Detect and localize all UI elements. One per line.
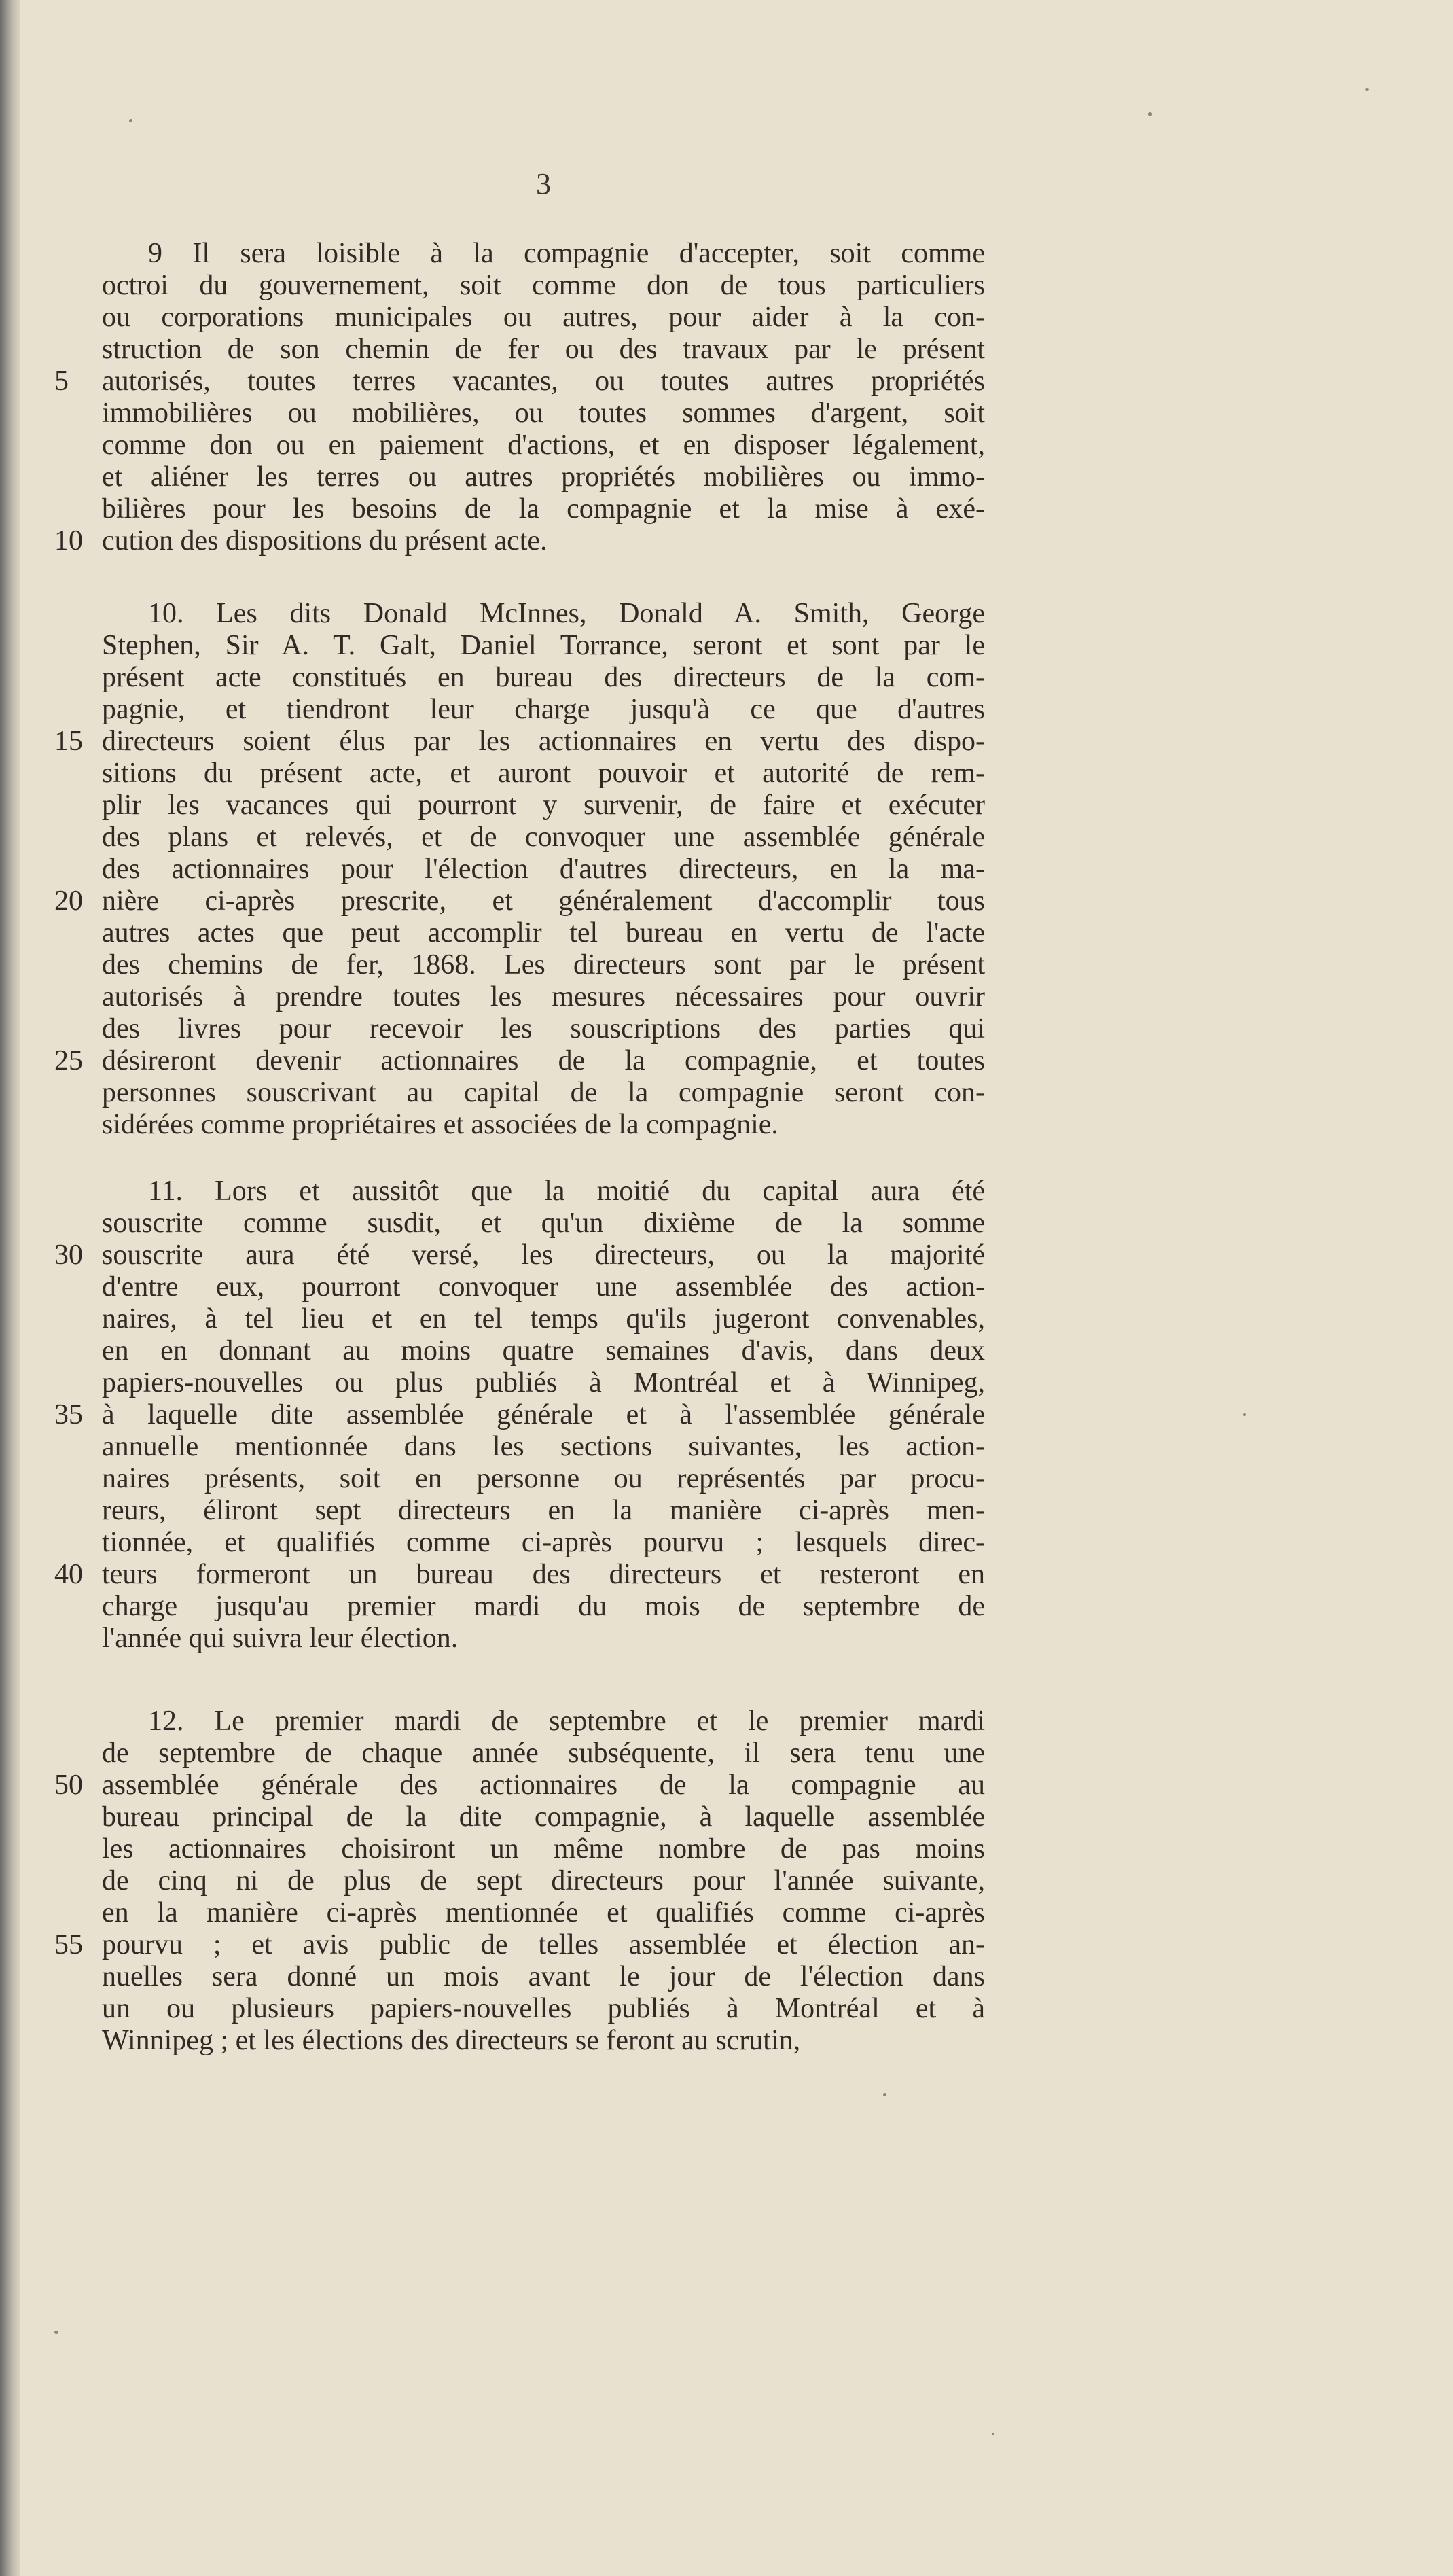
line-text: autorisés, toutes terres vacantes, ou toutes autres propriétés bbox=[102, 366, 985, 397]
text-line bbox=[102, 598, 985, 630]
page-number: 3 bbox=[536, 167, 551, 200]
text-line bbox=[102, 822, 985, 853]
line-text: d'entre eux, pourront convoquer une assemblée des action- bbox=[102, 1271, 985, 1303]
line-text: comme don ou en paiement d'actions, et en disposer légalement, bbox=[102, 429, 985, 461]
text-line bbox=[54, 1399, 985, 1431]
text-line bbox=[54, 366, 985, 398]
text-line bbox=[102, 1463, 985, 1495]
line-text: nière ci-après prescrite, et généralement d'accomplir tous bbox=[102, 885, 985, 917]
line-text: octroi du gouvernement, soit comme don de tous particuliers bbox=[102, 270, 985, 301]
line-text: bureau principal de la dite compagnie, à laquelle assemblée bbox=[102, 1801, 985, 1833]
text-line bbox=[54, 1239, 985, 1271]
section-11 bbox=[54, 1176, 985, 1655]
text-line bbox=[102, 758, 985, 790]
line-number: 10 bbox=[54, 525, 83, 557]
line-text: charge jusqu'au premier mardi du mois de septembre de bbox=[102, 1591, 985, 1622]
paper-speck bbox=[992, 2433, 994, 2435]
line-text: nuelles sera donné un mois avant le jour de l'élection dans bbox=[102, 1961, 985, 1992]
line-text: plir les vacances qui pourront y survenir, de faire et exécuter bbox=[102, 790, 985, 821]
text-line bbox=[102, 630, 985, 662]
line-text: 9 Il sera loisible à la compagnie d'accepter, soit comme bbox=[148, 238, 985, 269]
text-line bbox=[54, 525, 985, 557]
text-line bbox=[102, 1833, 985, 1865]
line-text: souscrite aura été versé, les directeurs, ou la majorité bbox=[102, 1239, 985, 1271]
page-binding-edge bbox=[0, 0, 20, 2576]
text-line bbox=[102, 1527, 985, 1559]
line-text: reurs, éliront sept directeurs en la manière ci-après men- bbox=[102, 1495, 985, 1526]
text-line bbox=[102, 238, 985, 270]
line-text: des chemins de fer, 1868. Les directeurs sont par le présent bbox=[102, 949, 985, 981]
text-line bbox=[102, 1801, 985, 1833]
section-9 bbox=[54, 238, 985, 557]
line-text: désireront devenir actionnaires de la compagnie, et toutes bbox=[102, 1045, 985, 1076]
line-number: 40 bbox=[54, 1559, 83, 1590]
line-text: souscrite comme susdit, et qu'un dixième de la somme bbox=[102, 1207, 985, 1239]
line-text: pagnie, et tiendront leur charge jusqu'à ce que d'autres bbox=[102, 694, 985, 725]
text-line bbox=[102, 662, 985, 694]
text-line bbox=[102, 1865, 985, 1897]
text-line bbox=[102, 1207, 985, 1239]
line-number: 30 bbox=[54, 1239, 83, 1271]
line-text: des livres pour recevoir les souscriptions des parties qui bbox=[102, 1013, 985, 1044]
line-text: autres actes que peut accomplir tel bureau en vertu de l'acte bbox=[102, 917, 985, 949]
line-text: immobilières ou mobilières, ou toutes sommes d'argent, soit bbox=[102, 398, 985, 429]
line-text: naires, à tel lieu et en tel temps qu'ils jugeront convenables, bbox=[102, 1303, 985, 1335]
text-line bbox=[102, 1623, 985, 1655]
text-line bbox=[102, 1271, 985, 1303]
text-line bbox=[102, 853, 985, 885]
line-number: 55 bbox=[54, 1929, 83, 1960]
line-text: teurs formeront un bureau des directeurs et resteront en bbox=[102, 1559, 985, 1590]
line-text: cution des dispositions du présent acte. bbox=[102, 525, 548, 557]
text-line bbox=[102, 1109, 985, 1141]
section-12 bbox=[54, 1706, 985, 2057]
line-text: sidérées comme propriétaires et associées de la compagnie. bbox=[102, 1109, 778, 1140]
line-text: de septembre de chaque année subséquente, il sera tenu une bbox=[102, 1737, 985, 1769]
line-number: 5 bbox=[54, 366, 69, 397]
line-text: Winnipeg ; et les élections des directeurs se feront au scrutin, bbox=[102, 2025, 801, 2056]
text-line bbox=[102, 1993, 985, 2025]
text-line bbox=[102, 429, 985, 461]
line-text: un ou plusieurs papiers-nouvelles publiés à Montréal et à bbox=[102, 1993, 985, 2024]
text-line bbox=[54, 726, 985, 758]
text-line bbox=[102, 461, 985, 493]
line-text: et aliéner les terres ou autres propriétés mobilières ou immo- bbox=[102, 461, 985, 493]
line-text: à laquelle dite assemblée générale et à l'assemblée générale bbox=[102, 1399, 985, 1430]
line-text: pourvu ; et avis public de telles assemblée et élection an- bbox=[102, 1929, 985, 1960]
line-text: annuelle mentionnée dans les sections suivantes, les action- bbox=[102, 1431, 985, 1462]
text-line bbox=[102, 1176, 985, 1207]
line-text: personnes souscrivant au capital de la compagnie seront con- bbox=[102, 1077, 985, 1108]
text-line bbox=[54, 1559, 985, 1591]
text-line bbox=[102, 398, 985, 429]
paper-speck bbox=[1243, 1413, 1246, 1416]
line-text: tionnée, et qualifiés comme ci-après pourvu ; lesquels direc- bbox=[102, 1527, 985, 1558]
text-line bbox=[102, 302, 985, 334]
line-number: 35 bbox=[54, 1399, 83, 1430]
text-line bbox=[102, 2025, 985, 2057]
line-text: naires présents, soit en personne ou représentés par procu- bbox=[102, 1463, 985, 1494]
line-text: des plans et relevés, et de convoquer une assemblée générale bbox=[102, 822, 985, 853]
line-text: directeurs soient élus par les actionnaires en vertu des dispo- bbox=[102, 726, 985, 757]
text-line bbox=[102, 1013, 985, 1045]
line-text: les actionnaires choisiront un même nombre de pas moins bbox=[102, 1833, 985, 1865]
paper-speck bbox=[1148, 112, 1152, 116]
text-line bbox=[102, 1303, 985, 1335]
line-number: 25 bbox=[54, 1045, 83, 1076]
text-line bbox=[102, 1897, 985, 1929]
text-line bbox=[102, 1706, 985, 1737]
line-text: l'année qui suivra leur élection. bbox=[102, 1623, 459, 1654]
paper-speck bbox=[54, 2331, 58, 2334]
line-text: 11. Lors et aussitôt que la moitié du capital aura été bbox=[148, 1176, 985, 1207]
text-line bbox=[102, 917, 985, 949]
line-text: Stephen, Sir A. T. Galt, Daniel Torrance, seront et sont par le bbox=[102, 630, 985, 661]
line-number: 20 bbox=[54, 885, 83, 917]
line-text: 12. Le premier mardi de septembre et le premier mardi bbox=[148, 1706, 985, 1737]
line-text: assemblée générale des actionnaires de la compagnie au bbox=[102, 1769, 985, 1801]
line-text: présent acte constitués en bureau des directeurs de la com- bbox=[102, 662, 985, 693]
line-text: bilières pour les besoins de la compagnie et la mise à exé- bbox=[102, 493, 985, 525]
line-text: 10. Les dits Donald McInnes, Donald A. Smith, George bbox=[148, 598, 985, 629]
text-line bbox=[102, 1335, 985, 1367]
text-line bbox=[102, 1431, 985, 1463]
line-number: 15 bbox=[54, 726, 83, 757]
text-line bbox=[54, 1045, 985, 1077]
line-text: de cinq ni de plus de sept directeurs pour l'année suivante, bbox=[102, 1865, 985, 1896]
text-line bbox=[102, 694, 985, 726]
paper-speck bbox=[1365, 88, 1369, 91]
line-text: sitions du présent acte, et auront pouvoir et autorité de rem- bbox=[102, 758, 985, 789]
line-text: en la manière ci-après mentionnée et qualifiés comme ci-après bbox=[102, 1897, 985, 1928]
text-line bbox=[102, 1961, 985, 1993]
text-line bbox=[102, 1495, 985, 1527]
text-line bbox=[102, 334, 985, 366]
text-line bbox=[102, 1737, 985, 1769]
text-line bbox=[54, 1769, 985, 1801]
line-text: autorisés à prendre toutes les mesures nécessaires pour ouvrir bbox=[102, 981, 985, 1012]
text-line bbox=[102, 981, 985, 1013]
text-line bbox=[102, 1077, 985, 1109]
line-text: ou corporations municipales ou autres, pour aider à la con- bbox=[102, 302, 985, 333]
text-line bbox=[102, 1591, 985, 1623]
text-line bbox=[102, 493, 985, 525]
line-text: papiers-nouvelles ou plus publiés à Montréal et à Winnipeg, bbox=[102, 1367, 985, 1398]
line-text: struction de son chemin de fer ou des travaux par le présent bbox=[102, 334, 985, 365]
text-line bbox=[102, 1367, 985, 1399]
text-line bbox=[102, 270, 985, 302]
paper-speck bbox=[883, 2093, 886, 2096]
text-line bbox=[54, 1929, 985, 1961]
line-number: 50 bbox=[54, 1769, 83, 1801]
line-text: des actionnaires pour l'élection d'autres directeurs, en la ma- bbox=[102, 853, 985, 885]
text-line bbox=[102, 790, 985, 822]
text-line bbox=[102, 949, 985, 981]
text-line bbox=[54, 885, 985, 917]
paper-speck bbox=[129, 119, 132, 122]
line-text: en en donnant au moins quatre semaines d'avis, dans deux bbox=[102, 1335, 985, 1366]
section-10 bbox=[54, 598, 985, 1141]
